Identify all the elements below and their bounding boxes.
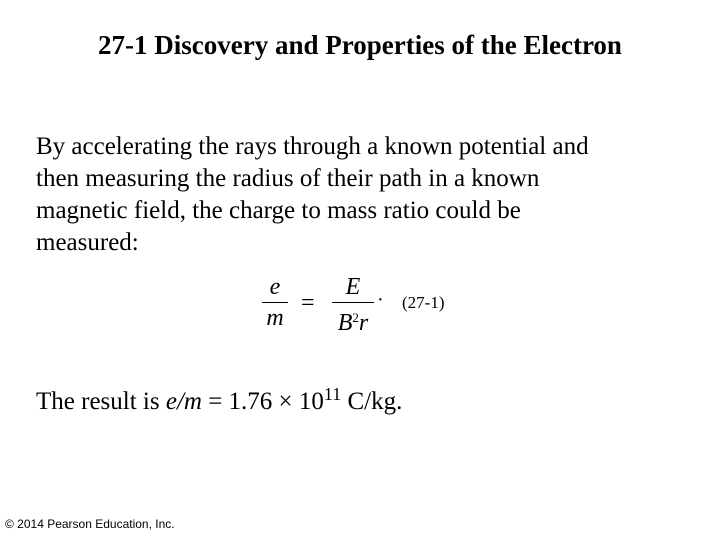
rhs-denominator-tail: r: [358, 310, 369, 336]
paragraph-line: magnetic field, the charge to mass ratio could be: [36, 197, 521, 224]
slide-title: 27-1 Discovery and Properties of the Electron: [98, 30, 622, 60]
result-quantity: e/m: [165, 388, 202, 415]
copyright-notice: © 2014 Pearson Education, Inc.: [5, 517, 175, 531]
result-unit: C/kg.: [341, 388, 403, 415]
paragraph-line: then measuring the radius of their path in a known: [36, 165, 540, 192]
rhs-denominator: [332, 305, 374, 336]
lhs-numerator: e: [269, 274, 281, 300]
equals-sign: =: [301, 290, 315, 316]
fraction-bar: [262, 302, 288, 303]
result-statement: [36, 384, 402, 416]
paragraph-line: measured:: [36, 229, 139, 256]
rhs-denominator-base: B: [337, 310, 353, 336]
result-value: = 1.76 × 10: [201, 388, 324, 415]
fraction-bar: [332, 302, 374, 303]
result-exponent: 11: [323, 384, 342, 404]
result-prefix: The result is: [36, 388, 166, 415]
rhs-fraction: [332, 274, 374, 336]
equation-number: (27-1): [402, 293, 445, 312]
paragraph-line: By accelerating the rays through a known potential and: [36, 133, 589, 160]
trailing-dot: ·: [377, 289, 384, 311]
lhs-denominator: m: [266, 305, 284, 331]
charge-to-mass-equation: [258, 272, 478, 342]
body-paragraph: [36, 131, 676, 259]
rhs-numerator: E: [345, 274, 361, 300]
lhs-fraction: [262, 274, 288, 331]
rhs-denominator-exponent: 2: [352, 310, 359, 325]
